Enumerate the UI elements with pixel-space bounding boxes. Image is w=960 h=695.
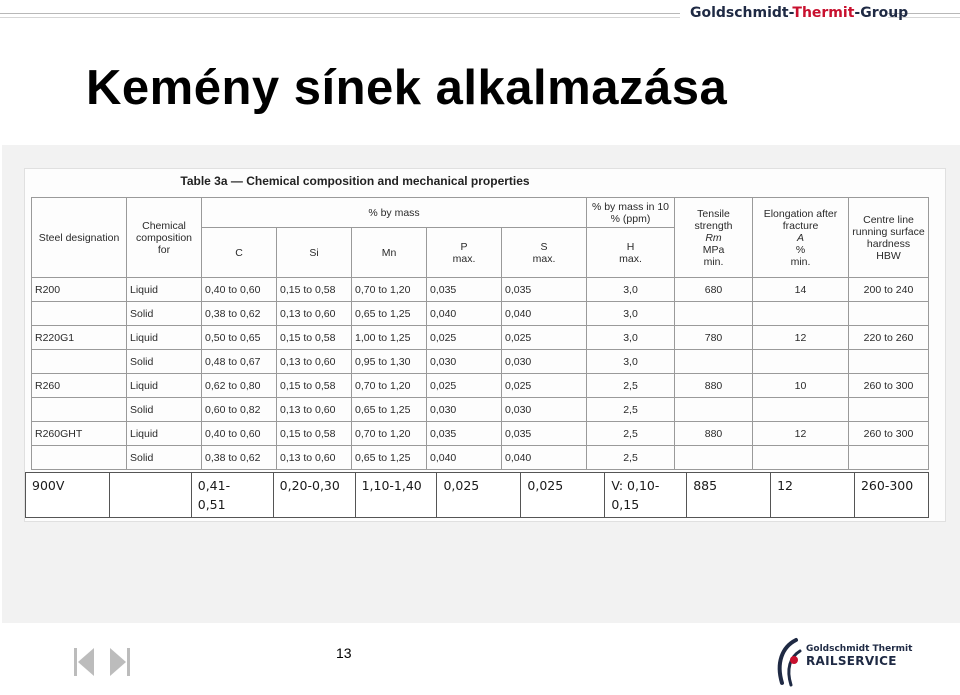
cell-rm: 885 — [687, 473, 771, 518]
brand-part-3: -Group — [854, 5, 909, 21]
table-cell-p: 0,025 — [427, 374, 502, 398]
cell-state — [109, 473, 191, 518]
table-cell-rm: 780 — [675, 326, 753, 350]
table-cell-mn: 0,70 to 1,20 — [352, 422, 427, 446]
header-p-label: P — [460, 240, 468, 253]
cell-c-line2: 0,51 — [197, 497, 226, 512]
table-cell-rm: 680 — [675, 278, 753, 302]
prev-arrow-icon[interactable] — [78, 648, 94, 676]
table-body — [32, 278, 929, 470]
table-cell-h: 2,5 — [587, 422, 675, 446]
chemical-properties-table — [31, 197, 929, 470]
table-cell-state: Solid — [127, 398, 202, 422]
table-cell-h: 3,0 — [587, 278, 675, 302]
table-cell-state: Liquid — [127, 422, 202, 446]
table-row-900v — [25, 472, 929, 518]
header-h-sub: max. — [619, 252, 642, 265]
table-cell-p: 0,035 — [427, 278, 502, 302]
table-cell-steel — [32, 350, 127, 374]
table-cell-hbw: 260 to 300 — [849, 374, 929, 398]
table-cell-p: 0,030 — [427, 350, 502, 374]
header-h-unit-1: % by mass in 10 — [591, 200, 670, 213]
header-tensile — [675, 198, 753, 278]
cell-a: 12 — [771, 473, 855, 518]
table-cell-state: Solid — [127, 350, 202, 374]
table-cell-a — [753, 446, 849, 470]
next-arrow-icon[interactable] — [110, 648, 126, 676]
table-cell-si: 0,15 to 0,58 — [277, 422, 352, 446]
header-elongation-3: % — [795, 243, 806, 256]
header-si: Si — [277, 228, 352, 278]
table-cell-c: 0,48 to 0,67 — [202, 350, 277, 374]
table-cell-state: Solid — [127, 446, 202, 470]
table-row — [32, 398, 929, 422]
table-cell-s: 0,030 — [502, 350, 587, 374]
table-cell-steel: R220G1 — [32, 326, 127, 350]
table-cell-a: 10 — [753, 374, 849, 398]
table-cell-state: Solid — [127, 302, 202, 326]
table-cell-mn: 0,65 to 1,25 — [352, 398, 427, 422]
table-cell-hbw: 220 to 260 — [849, 326, 929, 350]
table-cell-steel: R260GHT — [32, 422, 127, 446]
table-cell-a — [753, 302, 849, 326]
cell-hbw: 260-300 — [854, 473, 928, 518]
table-cell-s: 0,030 — [502, 398, 587, 422]
table-cell-hbw: 200 to 240 — [849, 278, 929, 302]
brand-part-1: Goldschmidt- — [690, 5, 793, 21]
header-elongation — [753, 198, 849, 278]
railservice-logo-icon — [774, 637, 804, 689]
table-row — [32, 350, 929, 374]
header-tensile-3: MPa — [702, 243, 725, 256]
header-elongation-4: min. — [790, 255, 811, 268]
header-c: C — [202, 228, 277, 278]
table-cell-s: 0,040 — [502, 302, 587, 326]
header-h-label: H — [626, 240, 635, 253]
table-caption: Table 3a — Chemical composition and mechanical properties — [180, 174, 530, 188]
cell-s: 0,025 — [521, 473, 605, 518]
header-hardness — [849, 198, 929, 278]
table-cell-rm: 880 — [675, 422, 753, 446]
table-row — [32, 446, 929, 470]
logo-text-line2: RAILSERVICE — [806, 654, 897, 668]
table-row — [32, 326, 929, 350]
table-cell-a: 12 — [753, 422, 849, 446]
header-tensile-2: Rm — [705, 231, 722, 244]
table-cell-a — [753, 398, 849, 422]
table-row — [32, 374, 929, 398]
table-cell-s: 0,035 — [502, 422, 587, 446]
table-cell-c: 0,40 to 0,60 — [202, 278, 277, 302]
cell-h-line2: 0,15 — [611, 497, 640, 512]
table-cell-mn: 1,00 to 1,25 — [352, 326, 427, 350]
table-cell-hbw — [849, 398, 929, 422]
header-h — [587, 228, 675, 278]
cell-c-line1: 0,41- — [197, 478, 231, 493]
header-rule — [0, 13, 680, 14]
header-steel-designation: Steel designation — [32, 198, 127, 278]
table-cell-a: 14 — [753, 278, 849, 302]
railservice-logo — [774, 637, 954, 689]
table-cell-p: 0,040 — [427, 302, 502, 326]
table-cell-state: Liquid — [127, 374, 202, 398]
table-cell-state: Liquid — [127, 326, 202, 350]
logo-text-line1: Goldschmidt Thermit — [806, 644, 913, 654]
table-row — [32, 278, 929, 302]
table-row — [32, 302, 929, 326]
header-rule — [0, 17, 680, 18]
table-cell-h: 2,5 — [587, 374, 675, 398]
table-cell-rm — [675, 446, 753, 470]
table-cell-state: Liquid — [127, 278, 202, 302]
table-cell-hbw — [849, 350, 929, 374]
table-cell-steel — [32, 446, 127, 470]
document-scan — [24, 168, 946, 522]
header-tensile-1: Tensile strength — [694, 207, 733, 232]
table-cell-hbw — [849, 446, 929, 470]
table-cell-rm — [675, 350, 753, 374]
table-cell-c: 0,38 to 0,62 — [202, 446, 277, 470]
header-chemical-composition: Chemical composition for — [127, 198, 202, 278]
table-cell-hbw — [849, 302, 929, 326]
table-cell-s: 0,035 — [502, 278, 587, 302]
table-cell-a — [753, 350, 849, 374]
cell-si: 0,20-0,30 — [273, 473, 355, 518]
table-cell-si: 0,15 to 0,58 — [277, 374, 352, 398]
cell-p: 0,025 — [437, 473, 521, 518]
table-cell-c: 0,38 to 0,62 — [202, 302, 277, 326]
brand-part-2: Thermit — [792, 5, 855, 21]
header-p-sub: max. — [452, 252, 476, 265]
table-cell-s: 0,025 — [502, 326, 587, 350]
slide-title: Kemény sínek alkalmazása — [86, 61, 728, 115]
table-cell-hbw: 260 to 300 — [849, 422, 929, 446]
table-cell-mn: 0,95 to 1,30 — [352, 350, 427, 374]
cell-c — [191, 473, 273, 518]
table-cell-p: 0,030 — [427, 398, 502, 422]
table-cell-s: 0,025 — [502, 374, 587, 398]
next-arrow-bar[interactable] — [127, 648, 130, 676]
header-mn: Mn — [352, 228, 427, 278]
table-cell-mn: 0,70 to 1,20 — [352, 374, 427, 398]
header-h-unit — [587, 198, 675, 228]
table-cell-si: 0,15 to 0,58 — [277, 278, 352, 302]
cell-steel: 900V — [26, 473, 110, 518]
table-cell-si: 0,15 to 0,58 — [277, 326, 352, 350]
table-cell-si: 0,13 to 0,60 — [277, 302, 352, 326]
table-cell-si: 0,13 to 0,60 — [277, 350, 352, 374]
table-cell-steel: R200 — [32, 278, 127, 302]
table-cell-h: 3,0 — [587, 302, 675, 326]
table-cell-si: 0,13 to 0,60 — [277, 446, 352, 470]
table-cell-rm — [675, 398, 753, 422]
table-cell-c: 0,62 to 0,80 — [202, 374, 277, 398]
header-elongation-1: Elongation after fracture — [763, 207, 838, 232]
header-s-label: S — [540, 240, 548, 253]
header-hardness-1: Centre line running surface hardness — [852, 213, 925, 250]
table-cell-c: 0,60 to 0,82 — [202, 398, 277, 422]
cell-mn: 1,10-1,40 — [355, 473, 437, 518]
header-tensile-4: min. — [703, 255, 724, 268]
table-cell-s: 0,040 — [502, 446, 587, 470]
table-cell-h: 2,5 — [587, 446, 675, 470]
table-cell-mn: 0,70 to 1,20 — [352, 278, 427, 302]
table-cell-h: 3,0 — [587, 350, 675, 374]
table-cell-h: 3,0 — [587, 326, 675, 350]
table-cell-rm — [675, 302, 753, 326]
page-number: 13 — [336, 645, 352, 661]
table-header-row — [32, 198, 929, 228]
table-cell-mn: 0,65 to 1,25 — [352, 446, 427, 470]
brand-logo-text — [690, 5, 908, 21]
header-s-sub: max. — [532, 252, 556, 265]
table-row — [32, 422, 929, 446]
header-elongation-2: A — [796, 231, 804, 244]
cell-h — [605, 473, 687, 518]
table-cell-p: 0,040 — [427, 446, 502, 470]
table-cell-si: 0,13 to 0,60 — [277, 398, 352, 422]
table-cell-steel — [32, 398, 127, 422]
table-cell-c: 0,50 to 0,65 — [202, 326, 277, 350]
header-p — [427, 228, 502, 278]
header-h-unit-2: % (ppm) — [610, 212, 651, 225]
header-pct-by-mass: % by mass — [202, 198, 587, 228]
header-s — [502, 228, 587, 278]
table-cell-rm: 880 — [675, 374, 753, 398]
table-cell-h: 2,5 — [587, 398, 675, 422]
table-cell-c: 0,40 to 0,60 — [202, 422, 277, 446]
table-cell-steel — [32, 302, 127, 326]
header-hardness-2: HBW — [876, 249, 901, 262]
prev-arrow-bar[interactable] — [74, 648, 77, 676]
table-cell-p: 0,035 — [427, 422, 502, 446]
table-cell-mn: 0,65 to 1,25 — [352, 302, 427, 326]
table-cell-a: 12 — [753, 326, 849, 350]
table-cell-steel: R260 — [32, 374, 127, 398]
table-cell-p: 0,025 — [427, 326, 502, 350]
cell-h-line1: V: 0,10- — [611, 478, 660, 493]
